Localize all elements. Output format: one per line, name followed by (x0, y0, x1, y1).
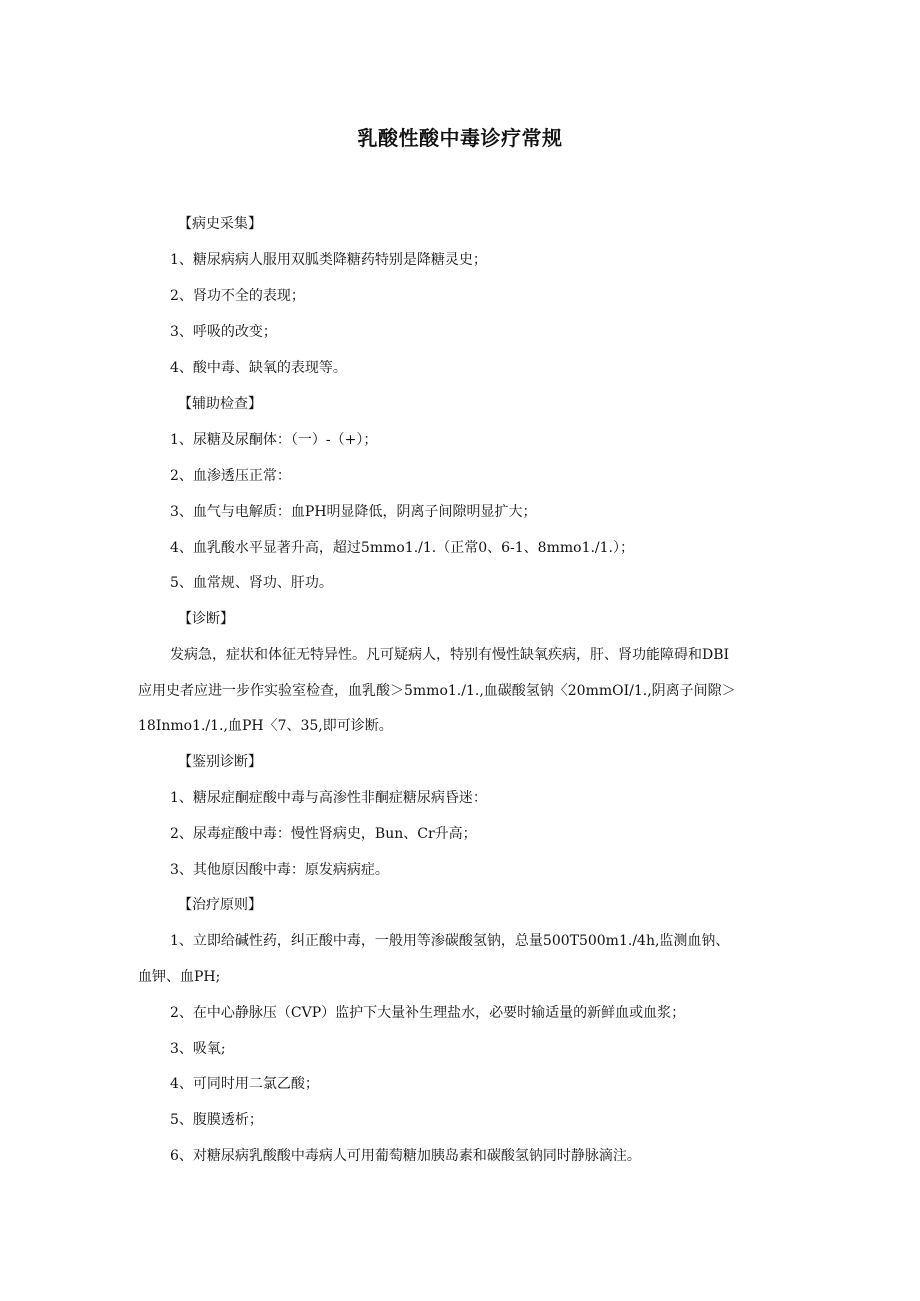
list-item: 2、在中心静脉压（CVP）监护下大量补生理盐水，必要时输适量的新鲜血或血浆； (170, 1005, 686, 1021)
list-item-continuation: 血钾、血PH; (138, 969, 221, 985)
paragraph-line: 18Inmo1./1.,血PH〈7、35,即可诊断。 (138, 718, 393, 734)
list-item: 2、肾功不全的表现； (170, 288, 305, 304)
list-item: 3、吸氧; (170, 1041, 226, 1057)
list-item: 1、糖尿病病人服用双胍类降糖药特别是降糖灵史； (170, 252, 487, 268)
list-item: 5、血常规、肾功、肝功。 (170, 575, 333, 591)
list-item: 4、血乳酸水平显著升高，超过5mmo1./1.（正常0、6-1、8mmo1./1.）； (170, 540, 634, 556)
list-item: 3、其他原因酸中毒：原发病病症。 (170, 862, 389, 878)
list-item: 3、血气与电解质：血PH明显降低，阴离子间隙明显扩大； (170, 504, 537, 520)
document-title: 乳酸性酸中毒诊疗常规 (357, 126, 563, 150)
paragraph-line: 应用史者应进一步作实验室检查，血乳酸＞5mmo1./1.,血碳酸氢钠〈20mmOI/1.,阴离子间隙＞ (138, 683, 736, 699)
list-item: 1、尿糖及尿酮体：（一）-（+）； (170, 432, 378, 448)
list-item: 4、酸中毒、缺氧的表现等。 (170, 360, 347, 376)
section-heading-history: 【病史采集】 (178, 216, 262, 232)
section-heading-treatment: 【治疗原则】 (178, 897, 262, 913)
list-item: 4、可同时用二氯乙酸； (170, 1076, 319, 1092)
list-item: 2、血渗透压正常： (170, 468, 291, 484)
list-item: 1、糖尿症酮症酸中毒与高渗性非酮症糖尿病昏迷： (170, 790, 487, 806)
section-heading-diagnosis: 【诊断】 (178, 611, 234, 627)
section-heading-exams: 【辅助检查】 (178, 396, 262, 412)
list-item: 2、尿毒症酸中毒：慢性肾病史，Bun、Cr升高； (170, 826, 477, 842)
section-heading-differential: 【鉴别诊断】 (178, 754, 262, 770)
list-item: 1、立即给碱性药，纠正酸中毒，一般用等渗碳酸氢钠，总量500T500m1./4h,监测血钠、 (170, 933, 730, 949)
list-item: 5、腹膜透析； (170, 1112, 263, 1128)
list-item: 6、对糖尿病乳酸酸中毒病人可用葡萄糖加胰岛素和碳酸氢钠同时静脉滴注。 (170, 1148, 641, 1164)
paragraph-line: 发病急，症状和体征无特异性。凡可疑病人，特别有慢性缺氧疾病，肝、肾功能障碍和DBI (170, 647, 730, 663)
list-item: 3、呼吸的改变； (170, 324, 277, 340)
